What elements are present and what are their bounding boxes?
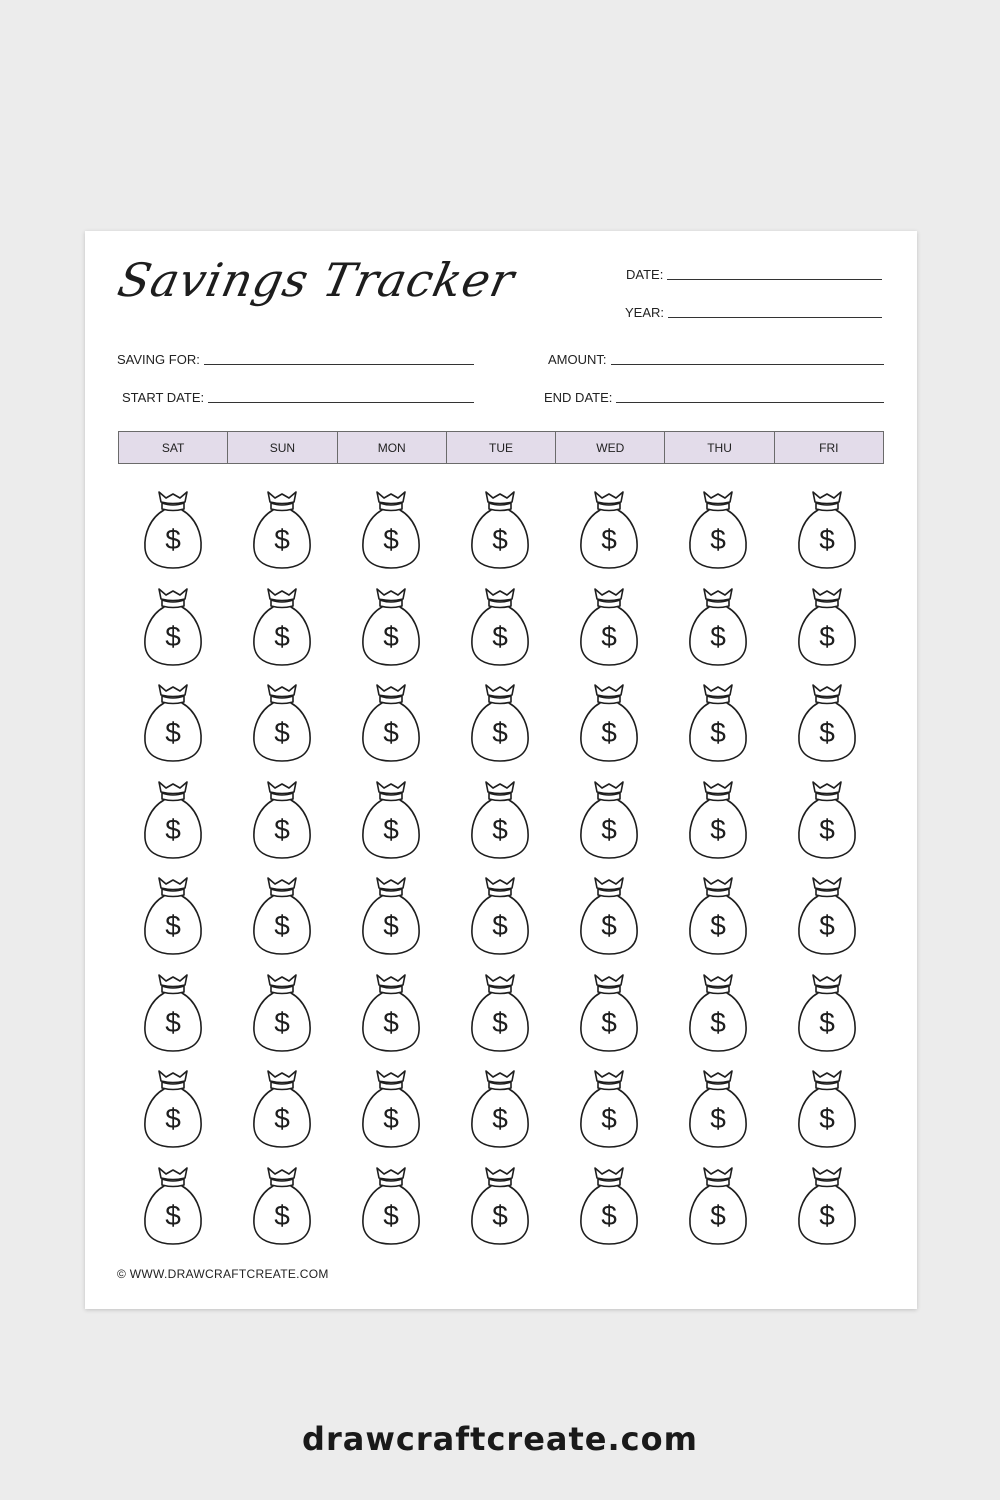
day-wed: WED <box>556 432 665 463</box>
money-bag-cell[interactable] <box>227 872 336 969</box>
money-bag-icon <box>576 679 642 765</box>
money-bag-icon <box>140 776 206 862</box>
dollar-sign: $ <box>492 620 508 652</box>
money-bag-cell[interactable] <box>336 872 445 969</box>
page-title: Savings Tracker <box>113 253 520 307</box>
money-bag-cell[interactable] <box>227 486 336 583</box>
dollar-sign: $ <box>164 1103 181 1134</box>
money-bag-cell[interactable] <box>118 872 227 969</box>
start-date-label: START DATE: <box>122 390 205 405</box>
dollar-sign: $ <box>273 1006 290 1038</box>
money-bag-icon <box>140 1065 206 1151</box>
money-bag-cell[interactable] <box>336 679 445 776</box>
money-bag-cell[interactable] <box>118 776 227 873</box>
money-bag-cell[interactable] <box>336 583 445 680</box>
dollar-sign: $ <box>710 1199 727 1231</box>
money-bag-icon <box>249 776 315 862</box>
dollar-sign: $ <box>383 1006 399 1038</box>
money-bag-cell[interactable] <box>227 776 336 873</box>
money-bag-cell[interactable] <box>445 969 554 1066</box>
money-bag-cell[interactable] <box>118 1065 227 1162</box>
money-bag-cell[interactable] <box>227 679 336 776</box>
dollar-sign: $ <box>819 813 836 845</box>
dollar-sign: $ <box>601 620 617 652</box>
money-bag-icon <box>794 486 860 572</box>
money-bag-cell[interactable] <box>664 679 773 776</box>
money-bag-icon <box>140 486 206 572</box>
dollar-sign: $ <box>710 717 727 748</box>
date-label: DATE: <box>626 267 664 282</box>
money-bag-icon <box>794 1162 860 1248</box>
money-bag-icon <box>685 1162 751 1248</box>
money-bag-icon <box>358 776 424 862</box>
money-bag-cell[interactable] <box>445 679 554 776</box>
dollar-sign: $ <box>164 620 181 652</box>
money-bag-icon <box>685 1065 751 1151</box>
money-bag-icon <box>467 583 533 669</box>
dollar-sign: $ <box>383 910 399 941</box>
money-bag-icon <box>685 872 751 958</box>
money-bag-cell[interactable] <box>773 969 882 1066</box>
money-bag-icon <box>358 1065 424 1151</box>
money-bag-icon <box>358 872 424 958</box>
money-bag-cell[interactable] <box>118 486 227 583</box>
money-bag-cell[interactable] <box>118 583 227 680</box>
money-bag-cell[interactable] <box>555 486 664 583</box>
dollar-sign: $ <box>164 813 181 845</box>
dollar-sign: $ <box>383 620 399 652</box>
dollar-sign: $ <box>273 910 290 941</box>
day-mon: MON <box>338 432 447 463</box>
dollar-sign: $ <box>383 813 399 845</box>
money-bag-cell[interactable] <box>555 776 664 873</box>
money-bag-cell[interactable] <box>555 969 664 1066</box>
money-bag-cell[interactable] <box>118 679 227 776</box>
dollar-sign: $ <box>601 1199 617 1231</box>
year-line[interactable] <box>668 317 882 318</box>
money-bag-icon <box>576 1065 642 1151</box>
money-bag-cell[interactable] <box>227 969 336 1066</box>
money-bag-icon <box>140 872 206 958</box>
dollar-sign: $ <box>273 717 290 748</box>
money-bag-icon <box>249 679 315 765</box>
dollar-sign: $ <box>273 813 290 845</box>
day-sat: SAT <box>119 432 228 463</box>
money-bag-cell[interactable] <box>227 1162 336 1259</box>
money-bag-icon <box>249 872 315 958</box>
day-tue: TUE <box>447 432 556 463</box>
weekday-header <box>118 431 884 464</box>
money-bag-cell[interactable] <box>664 872 773 969</box>
saving-for-line[interactable] <box>204 364 474 365</box>
dollar-sign: $ <box>273 1103 290 1134</box>
money-bag-icon <box>358 679 424 765</box>
dollar-sign: $ <box>710 910 727 941</box>
money-bag-icon <box>249 1065 315 1151</box>
dollar-sign: $ <box>601 524 617 555</box>
dollar-sign: $ <box>164 1199 181 1231</box>
money-bag-icon <box>794 969 860 1055</box>
money-bag-cell[interactable] <box>664 1065 773 1162</box>
money-bag-cell[interactable] <box>555 1162 664 1259</box>
amount-line[interactable] <box>611 364 885 365</box>
dollar-sign: $ <box>383 524 399 555</box>
money-bag-icon <box>467 1065 533 1151</box>
money-bag-icon <box>685 776 751 862</box>
dollar-sign: $ <box>164 717 181 748</box>
dollar-sign: $ <box>710 1006 727 1038</box>
dollar-sign: $ <box>164 524 181 555</box>
copyright-footer: © WWW.DRAWCRAFTCREATE.COM <box>117 1267 329 1281</box>
money-bag-cell[interactable] <box>555 872 664 969</box>
money-bag-icon <box>794 1065 860 1151</box>
money-bag-icon <box>685 969 751 1055</box>
dollar-sign: $ <box>819 620 836 652</box>
money-bag-cell[interactable] <box>445 1065 554 1162</box>
money-bag-cell[interactable] <box>336 1162 445 1259</box>
dollar-sign: $ <box>710 620 727 652</box>
money-bag-icon <box>576 1162 642 1248</box>
saving-for-label: SAVING FOR: <box>117 352 200 367</box>
money-bag-cell[interactable] <box>664 776 773 873</box>
money-bag-cell[interactable] <box>555 583 664 680</box>
dollar-sign: $ <box>492 1103 508 1134</box>
dollar-sign: $ <box>492 524 508 555</box>
money-bag-cell[interactable] <box>773 583 882 680</box>
money-bag-icon <box>358 1162 424 1248</box>
money-bag-icon <box>685 486 751 572</box>
money-bag-cell[interactable] <box>445 486 554 583</box>
money-bag-cell[interactable] <box>445 1162 554 1259</box>
money-bag-icon <box>249 969 315 1055</box>
money-bag-icon <box>467 776 533 862</box>
end-date-label: END DATE: <box>544 390 613 405</box>
dollar-sign: $ <box>601 1103 617 1134</box>
money-bag-icon <box>467 486 533 572</box>
dollar-sign: $ <box>492 813 508 845</box>
money-bag-icon <box>576 583 642 669</box>
money-bag-cell[interactable] <box>445 872 554 969</box>
money-bag-icon <box>794 776 860 862</box>
money-bag-cell[interactable] <box>227 583 336 680</box>
money-bag-cell[interactable] <box>555 679 664 776</box>
dollar-sign: $ <box>601 1006 617 1038</box>
tracker-sheet <box>85 231 917 1309</box>
start-date-field[interactable] <box>122 390 474 405</box>
money-bag-icon <box>140 583 206 669</box>
dollar-sign: $ <box>383 1103 399 1134</box>
date-line[interactable] <box>667 279 882 280</box>
dollar-sign: $ <box>273 620 290 652</box>
money-bag-cell[interactable] <box>336 486 445 583</box>
end-date-line[interactable] <box>616 402 884 403</box>
money-bag-cell[interactable] <box>773 872 882 969</box>
money-bag-cell[interactable] <box>445 583 554 680</box>
brand-caption: drawcraftcreate.com <box>302 1420 698 1458</box>
dollar-sign: $ <box>601 717 617 748</box>
amount-label: AMOUNT: <box>548 352 607 367</box>
end-date-field[interactable] <box>544 390 884 405</box>
dollar-sign: $ <box>492 717 508 748</box>
start-date-line[interactable] <box>208 402 474 403</box>
money-bag-icon <box>467 1162 533 1248</box>
day-fri: FRI <box>819 440 839 455</box>
year-label: YEAR: <box>625 305 665 320</box>
money-bag-cell[interactable] <box>773 776 882 873</box>
money-bag-grid <box>118 486 882 1258</box>
money-bag-icon <box>685 679 751 765</box>
money-bag-cell[interactable] <box>555 1065 664 1162</box>
money-bag-cell[interactable] <box>445 776 554 873</box>
dollar-sign: $ <box>819 910 836 941</box>
dollar-sign: $ <box>383 1199 399 1231</box>
dollar-sign: $ <box>164 1006 181 1038</box>
money-bag-cell[interactable] <box>118 969 227 1066</box>
money-bag-icon <box>358 969 424 1055</box>
money-bag-icon <box>794 583 860 669</box>
money-bag-cell[interactable] <box>336 776 445 873</box>
money-bag-icon <box>467 679 533 765</box>
dollar-sign: $ <box>819 1199 836 1231</box>
amount-field[interactable] <box>548 352 884 367</box>
dollar-sign: $ <box>273 1199 290 1231</box>
dollar-sign: $ <box>492 1006 508 1038</box>
money-bag-icon <box>467 872 533 958</box>
money-bag-cell[interactable] <box>118 1162 227 1259</box>
money-bag-cell[interactable] <box>773 486 882 583</box>
date-field[interactable] <box>626 267 882 282</box>
money-bag-icon <box>794 872 860 958</box>
money-bag-icon <box>249 583 315 669</box>
dollar-sign: $ <box>710 813 727 845</box>
money-bag-cell[interactable] <box>664 486 773 583</box>
money-bag-cell[interactable] <box>664 969 773 1066</box>
money-bag-icon <box>576 486 642 572</box>
money-bag-cell[interactable] <box>336 969 445 1066</box>
money-bag-cell[interactable] <box>664 1162 773 1259</box>
money-bag-cell[interactable] <box>773 1065 882 1162</box>
money-bag-icon <box>249 1162 315 1248</box>
money-bag-icon <box>358 486 424 572</box>
money-bag-icon <box>576 872 642 958</box>
money-bag-icon <box>467 969 533 1055</box>
money-bag-icon <box>140 679 206 765</box>
dollar-sign: $ <box>383 717 399 748</box>
money-bag-icon <box>249 486 315 572</box>
money-bag-icon <box>794 679 860 765</box>
dollar-sign: $ <box>492 910 508 941</box>
dollar-sign: $ <box>819 717 836 748</box>
year-field[interactable] <box>625 305 882 320</box>
money-bag-icon <box>358 583 424 669</box>
money-bag-cell[interactable] <box>664 583 773 680</box>
money-bag-cell[interactable] <box>336 1065 445 1162</box>
dollar-sign: $ <box>601 813 617 845</box>
money-bag-icon <box>140 969 206 1055</box>
dollar-sign: $ <box>819 1006 836 1038</box>
money-bag-cell[interactable] <box>773 1162 882 1259</box>
money-bag-cell[interactable] <box>773 679 882 776</box>
day-thu: THU <box>665 432 774 463</box>
money-bag-icon <box>576 776 642 862</box>
money-bag-icon <box>685 583 751 669</box>
dollar-sign: $ <box>273 524 290 555</box>
dollar-sign: $ <box>601 910 617 941</box>
dollar-sign: $ <box>710 524 727 555</box>
dollar-sign: $ <box>819 524 836 555</box>
saving-for-field[interactable] <box>117 352 474 367</box>
money-bag-icon <box>576 969 642 1055</box>
dollar-sign: $ <box>492 1199 508 1231</box>
money-bag-icon <box>140 1162 206 1248</box>
dollar-sign: $ <box>164 910 181 941</box>
dollar-sign: $ <box>710 1103 727 1134</box>
money-bag-cell[interactable] <box>227 1065 336 1162</box>
day-sun: SUN <box>228 432 337 463</box>
dollar-sign: $ <box>819 1103 836 1134</box>
